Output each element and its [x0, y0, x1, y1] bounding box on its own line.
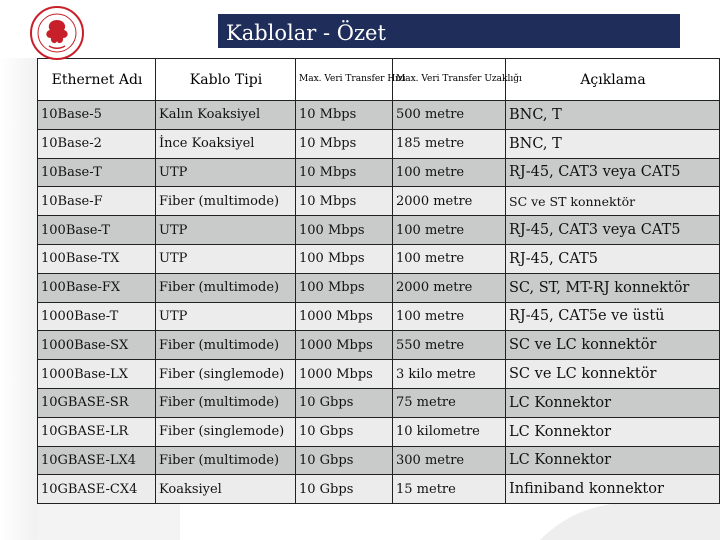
cell-max-distance: 3 kilo metre — [393, 360, 506, 389]
cell-ethernet-name: 10GBASE-SR — [38, 388, 156, 417]
cell-max-distance: 10 kilometre — [393, 417, 506, 446]
cell-max-distance: 2000 metre — [393, 273, 506, 302]
cell-description: BNC, T — [506, 129, 720, 158]
cell-ethernet-name: 1000Base-SX — [38, 331, 156, 360]
cell-max-distance: 2000 metre — [393, 187, 506, 216]
table-row — [38, 417, 720, 446]
table-row — [38, 273, 720, 302]
table-row — [38, 475, 720, 504]
table-row — [38, 216, 720, 245]
cell-description: RJ-45, CAT3 veya CAT5 — [506, 216, 720, 245]
cell-ethernet-name: 1000Base-LX — [38, 360, 156, 389]
cell-cable-type: Kalın Koaksiyel — [156, 101, 296, 130]
cell-cable-type: Fiber (multimode) — [156, 331, 296, 360]
cell-max-speed: 10 Mbps — [296, 101, 393, 130]
slide-title: Kablolar - Özet — [218, 14, 680, 48]
cell-description: RJ-45, CAT3 veya CAT5 — [506, 158, 720, 187]
cell-ethernet-name: 10Base-5 — [38, 101, 156, 130]
cell-cable-type: Fiber (multimode) — [156, 388, 296, 417]
cell-description: RJ-45, CAT5e ve üstü — [506, 302, 720, 331]
table-row — [38, 129, 720, 158]
cell-max-distance: 300 metre — [393, 446, 506, 475]
table-row — [38, 360, 720, 389]
table-header-row — [38, 59, 720, 101]
cell-description: LC Konnektor — [506, 388, 720, 417]
table-row — [38, 302, 720, 331]
cell-max-speed: 10 Mbps — [296, 187, 393, 216]
cell-description: BNC, T — [506, 101, 720, 130]
cell-cable-type: UTP — [156, 244, 296, 273]
table-row — [38, 331, 720, 360]
cell-cable-type: UTP — [156, 302, 296, 331]
cell-max-distance: 100 metre — [393, 216, 506, 245]
table-row — [38, 388, 720, 417]
cell-ethernet-name: 10GBASE-LR — [38, 417, 156, 446]
cell-description: LC Konnektor — [506, 417, 720, 446]
cell-max-distance: 100 metre — [393, 302, 506, 331]
university-logo-icon — [30, 6, 84, 60]
cell-cable-type: Koaksiyel — [156, 475, 296, 504]
cell-max-speed: 10 Gbps — [296, 475, 393, 504]
cell-ethernet-name: 100Base-TX — [38, 244, 156, 273]
cell-description: SC ve ST konnektör — [506, 187, 720, 216]
cell-cable-type: İnce Koaksiyel — [156, 129, 296, 158]
cell-cable-type: Fiber (singlemode) — [156, 360, 296, 389]
cell-ethernet-name: 10Base-T — [38, 158, 156, 187]
cell-description: SC, ST, MT-RJ konnektör — [506, 273, 720, 302]
header-ethernet-name: Ethernet Adı — [38, 59, 156, 101]
cell-max-distance: 15 metre — [393, 475, 506, 504]
cell-ethernet-name: 10GBASE-LX4 — [38, 446, 156, 475]
table-row — [38, 187, 720, 216]
cell-max-speed: 1000 Mbps — [296, 331, 393, 360]
cell-cable-type: Fiber (singlemode) — [156, 417, 296, 446]
header-max-speed: Max. Veri Transfer Hızı — [296, 59, 393, 101]
table-row — [38, 244, 720, 273]
cell-cable-type: Fiber (multimode) — [156, 187, 296, 216]
cell-max-speed: 1000 Mbps — [296, 302, 393, 331]
cell-ethernet-name: 10Base-2 — [38, 129, 156, 158]
cell-description: SC ve LC konnektör — [506, 331, 720, 360]
table-row — [38, 101, 720, 130]
cable-summary-table — [37, 58, 720, 504]
cell-cable-type: UTP — [156, 158, 296, 187]
cell-max-distance: 100 metre — [393, 244, 506, 273]
cell-max-speed: 10 Mbps — [296, 158, 393, 187]
cell-max-distance: 75 metre — [393, 388, 506, 417]
cell-max-speed: 100 Mbps — [296, 244, 393, 273]
left-edge-shade — [0, 58, 37, 540]
cell-ethernet-name: 10GBASE-CX4 — [38, 475, 156, 504]
table-row — [38, 158, 720, 187]
cell-description: SC ve LC konnektör — [506, 360, 720, 389]
cell-description: Infiniband konnektor — [506, 475, 720, 504]
cell-cable-type: UTP — [156, 216, 296, 245]
cell-max-speed: 100 Mbps — [296, 216, 393, 245]
cell-max-distance: 500 metre — [393, 101, 506, 130]
cell-ethernet-name: 100Base-FX — [38, 273, 156, 302]
cell-description: LC Konnektor — [506, 446, 720, 475]
cell-max-speed: 10 Gbps — [296, 417, 393, 446]
cell-max-speed: 10 Gbps — [296, 446, 393, 475]
cell-max-distance: 550 metre — [393, 331, 506, 360]
header-cable-type: Kablo Tipi — [156, 59, 296, 101]
cell-max-distance: 100 metre — [393, 158, 506, 187]
cell-max-speed: 100 Mbps — [296, 273, 393, 302]
cell-max-speed: 1000 Mbps — [296, 360, 393, 389]
cell-ethernet-name: 100Base-T — [38, 216, 156, 245]
header-description: Açıklama — [506, 59, 720, 101]
header-max-distance: Max. Veri Transfer Uzaklığı — [393, 59, 506, 101]
cell-ethernet-name: 10Base-F — [38, 187, 156, 216]
cell-max-speed: 10 Gbps — [296, 388, 393, 417]
cell-cable-type: Fiber (multimode) — [156, 273, 296, 302]
cell-cable-type: Fiber (multimode) — [156, 446, 296, 475]
cell-max-speed: 10 Mbps — [296, 129, 393, 158]
cell-description: RJ-45, CAT5 — [506, 244, 720, 273]
cell-ethernet-name: 1000Base-T — [38, 302, 156, 331]
table-row — [38, 446, 720, 475]
cell-max-distance: 185 metre — [393, 129, 506, 158]
